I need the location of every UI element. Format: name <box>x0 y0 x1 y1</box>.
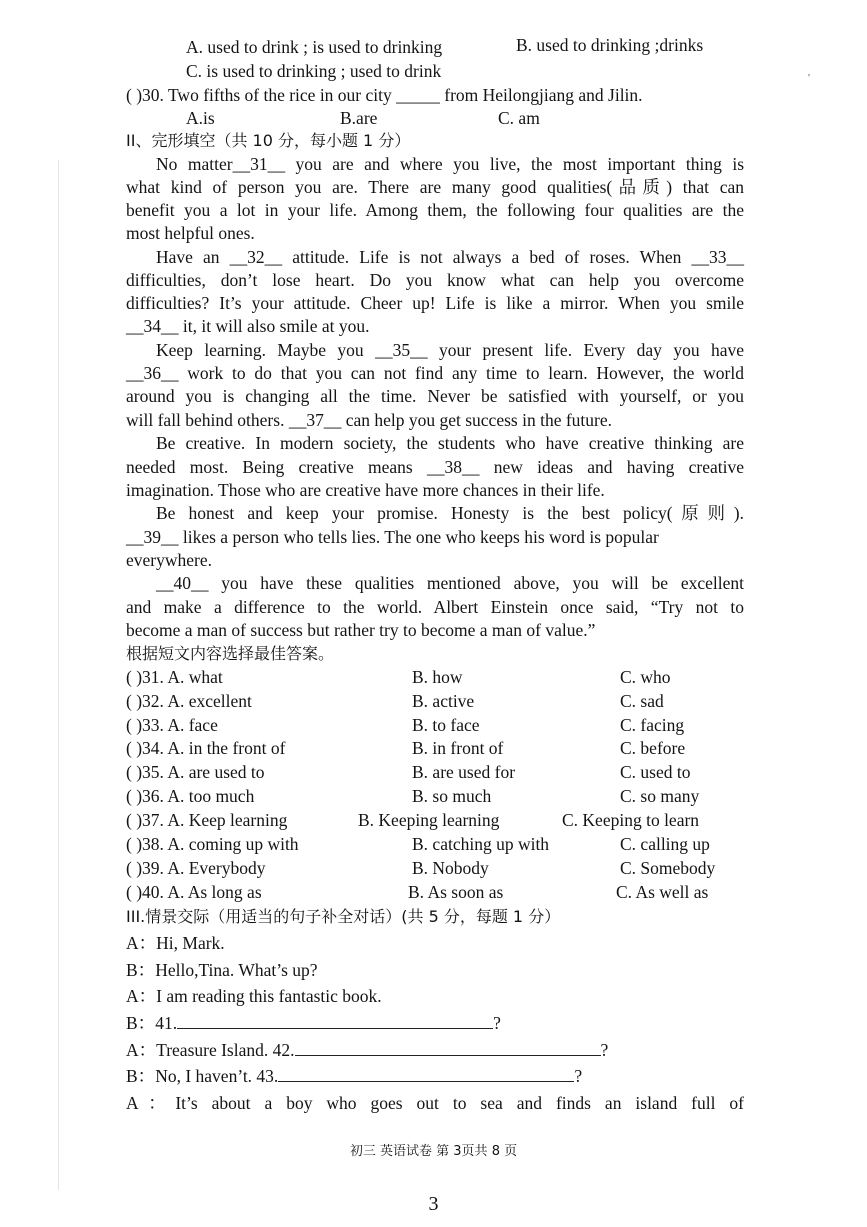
option-b: B. catching up with <box>412 834 550 854</box>
option-b: B. Keeping learning <box>358 810 500 830</box>
passage-line: __36__ work to do that you can not find any time to learn. However, the world <box>126 363 744 383</box>
option-b: B. Nobody <box>412 858 489 878</box>
dialogue-text: I am reading this fantastic book. <box>156 986 382 1006</box>
option-a: ( )33. A. face <box>126 715 218 735</box>
option-c: C. who <box>620 667 671 687</box>
passage-line: what kind of person you are. There are many good qualities(品质) that can <box>126 177 744 197</box>
dialogue-end: ? <box>574 1066 583 1086</box>
option-c: C. Somebody <box>620 858 716 878</box>
section3-title: III.情景交际（用适当的句子补全对话）(共 5 分，每题 1 分） <box>126 907 561 926</box>
passage-line: and make a difference to the world. Albert Einstein once said, “Try not to <box>126 597 744 617</box>
scan-margin-line <box>58 160 59 1190</box>
option-a: ( )38. A. coming up with <box>126 834 299 854</box>
passage-line: around you is changing all the time. Never be satisfied with yourself, or you <box>126 386 744 406</box>
option-a: ( )32. A. excellent <box>126 691 252 711</box>
option-b: B. are used for <box>412 762 516 782</box>
option-c: C. so many <box>620 786 700 806</box>
page-number: 3 <box>428 1193 439 1215</box>
option-b: B. so much <box>412 786 492 806</box>
option-c: C. facing <box>620 715 685 735</box>
option-b: B. As soon as <box>408 882 504 902</box>
q30-option-a: A.is <box>186 108 215 128</box>
passage-line: __34__ it, it will also smile at you. <box>126 316 370 336</box>
dialogue-line <box>126 1039 608 1061</box>
option-a: ( )34. A. in the front of <box>126 738 286 758</box>
dialogue-text: Treasure Island. 42. <box>156 1040 295 1060</box>
passage-line: Have an __32__ attitude. Life is not always a bed of roses. When __33__ <box>156 247 744 267</box>
dialogue-text: No, I haven’t. 43. <box>155 1066 279 1086</box>
option-b: B. to face <box>412 715 480 735</box>
speaker: A： <box>126 986 157 1006</box>
option-a: ( )39. A. Everybody <box>126 858 266 878</box>
passage-line: __39__ likes a person who tells lies. The one who keeps his word is popular <box>126 527 659 547</box>
speaker: A： <box>126 1093 176 1113</box>
option-c: C. calling up <box>620 834 710 854</box>
dialogue-line <box>126 1065 582 1087</box>
dialogue-text: Hello,Tina. What’s up? <box>155 960 318 980</box>
speaker: B： <box>126 960 156 980</box>
scan-mark: ' <box>808 72 810 84</box>
passage-line: become a man of success but rather try to become a man of value.” <box>126 620 596 640</box>
dialogue-line <box>126 985 382 1007</box>
passage-line: Be creative. In modern society, the students who have creative thinking are <box>156 433 744 453</box>
dialogue-end: ? <box>600 1040 609 1060</box>
dialogue-line <box>126 1012 501 1034</box>
answer-blank-42[interactable] <box>295 1039 601 1056</box>
passage-line: __40__ you have these qualities mentioned above, you will be excellent <box>156 573 744 593</box>
speaker: A： <box>126 1040 157 1060</box>
page-footer: 初三 英语试卷 第 3页共 8 页 <box>349 1144 518 1159</box>
passage-line: will fall behind others. __37__ can help you get success in the future. <box>126 410 612 430</box>
option-b: B. active <box>412 691 475 711</box>
q30-option-b: B.are <box>340 108 378 128</box>
answer-blank-41[interactable] <box>177 1012 493 1029</box>
option-a: ( )36. A. too much <box>126 786 255 806</box>
dialogue-line <box>126 1092 744 1114</box>
dialogue-line <box>126 932 225 954</box>
section2-title: II、完形填空（共 10 分，每小题 1 分） <box>126 131 411 150</box>
speaker: B： <box>126 1013 156 1033</box>
speaker: B： <box>126 1066 156 1086</box>
speaker: A： <box>126 933 157 953</box>
passage-line: benefit you a lot in your life. Among them, the following four qualities are the <box>126 200 744 220</box>
option-b: B. in front of <box>412 738 504 758</box>
option-c: C. Keeping to learn <box>562 810 700 830</box>
q29-option-a: A. used to drink ; is used to drinking <box>186 37 443 57</box>
option-a: ( )31. A. what <box>126 667 223 687</box>
option-c: C. sad <box>620 691 664 711</box>
option-c: C. used to <box>620 762 691 782</box>
dialogue-text: 41. <box>155 1013 178 1033</box>
passage-line: difficulties, don’t lose heart. Do you know what can help you overcome <box>126 270 744 290</box>
option-c: C. before <box>620 738 686 758</box>
passage-line: No matter__31__ you are and where you live, the most important thing is <box>156 154 744 174</box>
option-a: ( )35. A. are used to <box>126 762 265 782</box>
dialogue-text: It’s about a boy who goes out to sea and finds an island full of <box>175 1093 744 1113</box>
dialogue-end: ? <box>493 1013 501 1033</box>
passage-line: Be honest and keep your promise. Honesty is the best policy(原则). <box>156 503 744 523</box>
option-c: C. As well as <box>616 882 709 902</box>
q29-option-b: B. used to drinking ;drinks <box>516 35 704 55</box>
passage-line: imagination. Those who are creative have more chances in their life. <box>126 480 605 500</box>
passage-line: Keep learning. Maybe you __35__ your present life. Every day you have <box>156 340 744 360</box>
passage-line: needed most. Being creative means __38__ new ideas and having creative <box>126 457 744 477</box>
option-a: ( )37. A. Keep learning <box>126 810 288 830</box>
instruction: 根据短文内容选择最佳答案。 <box>126 644 335 663</box>
q30-option-c: C. am <box>498 108 540 128</box>
passage-line: most helpful ones. <box>126 223 255 243</box>
dialogue-line <box>126 959 318 981</box>
answer-blank-43[interactable] <box>278 1065 574 1082</box>
dialogue-text: Hi, Mark. <box>156 933 225 953</box>
option-a: ( )40. A. As long as <box>126 882 262 902</box>
passage-line: difficulties? It’s your attitude. Cheer up! Life is like a mirror. When you smile <box>126 293 744 313</box>
passage-line: everywhere. <box>126 550 212 570</box>
q29-option-c: C. is used to drinking ; used to drink <box>186 61 442 81</box>
option-b: B. how <box>412 667 463 687</box>
q30-stem: ( )30. Two fifths of the rice in our city _____ from Heilongjiang and Jilin. <box>126 85 643 105</box>
